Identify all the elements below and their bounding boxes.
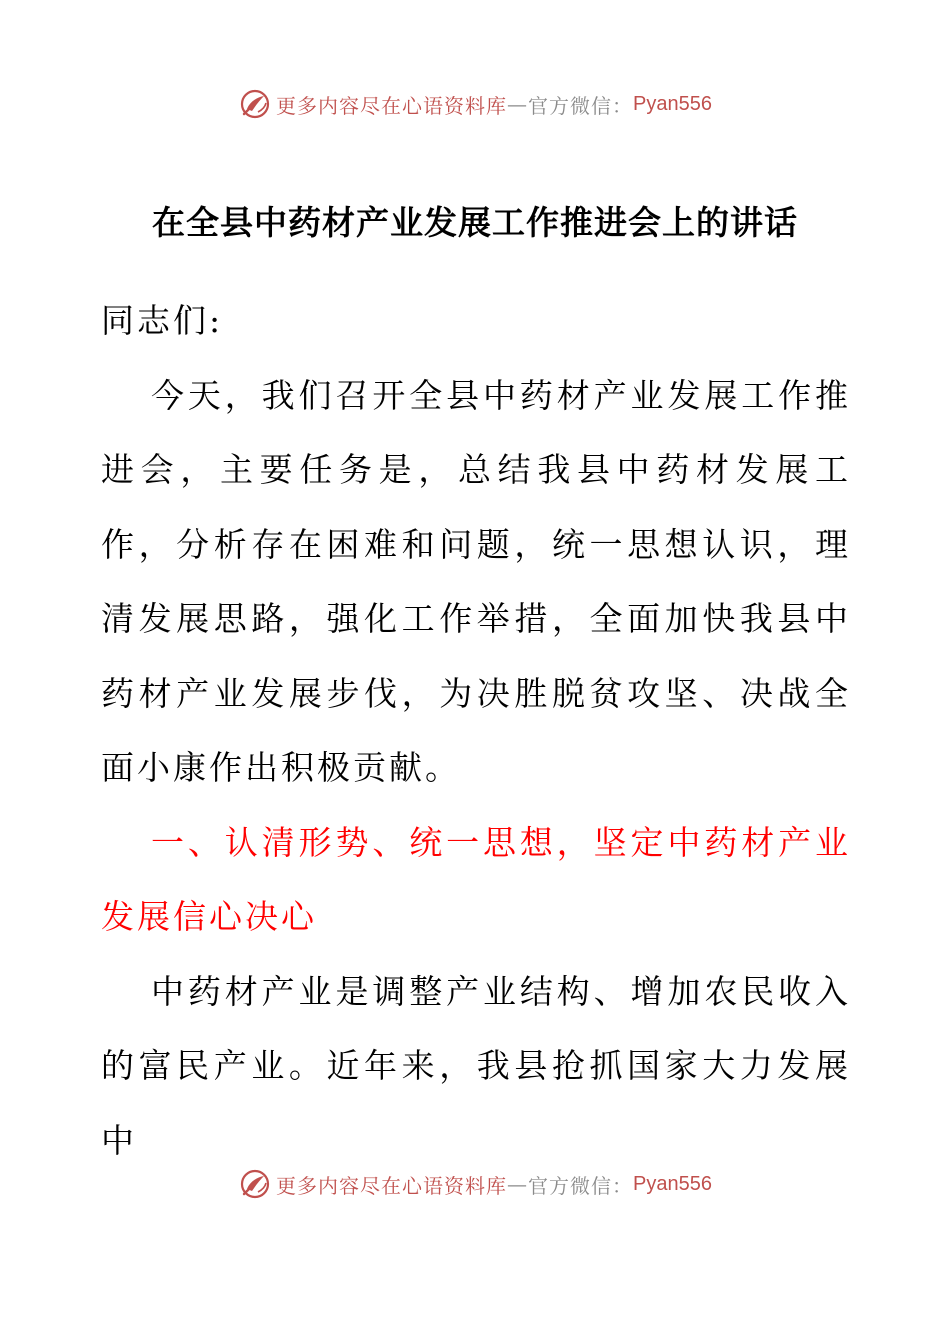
watermark-label: 官方微信： [528,93,634,118]
pen-logo-icon [238,87,272,121]
document-body [101,284,851,1178]
pen-logo-icon [238,1167,272,1201]
section-paragraph: 中药材产业是调整产业结构、增加农民收入的富民产业。近年来，我县抢抓国家大力发展中 [101,971,851,1160]
watermark-text: 更多内容尽在心语资料库 [276,1173,508,1198]
watermark-id: Pyan556 [633,1172,712,1195]
section-heading: 一、认清形势、统一思想，坚定中药材产业发展信心决心 [101,822,851,936]
footer-watermark [0,1164,950,1204]
watermark-separator: — [507,1172,529,1196]
watermark-separator: — [507,92,529,116]
watermark-label: 官方微信： [528,1173,634,1198]
watermark-id: Pyan556 [633,92,712,115]
watermark-text: 更多内容尽在心语资料库 [276,93,508,118]
salutation: 同志们: [101,301,224,340]
header-watermark [0,84,950,124]
body-paragraph: 今天，我们召开全县中药材产业发展工作推进会，主要任务是，总结我县中药材发展工作，分析存在困难和问题，统一思想认识，理清发展思路，强化工作举措，全面加快我县中药材产业发展步伐，为决胜脱贫攻坚、决战全面小康作出积极贡献。 [101,375,851,787]
document-title: 在全县中药材产业发展工作推进会上的讲话 [152,203,798,242]
